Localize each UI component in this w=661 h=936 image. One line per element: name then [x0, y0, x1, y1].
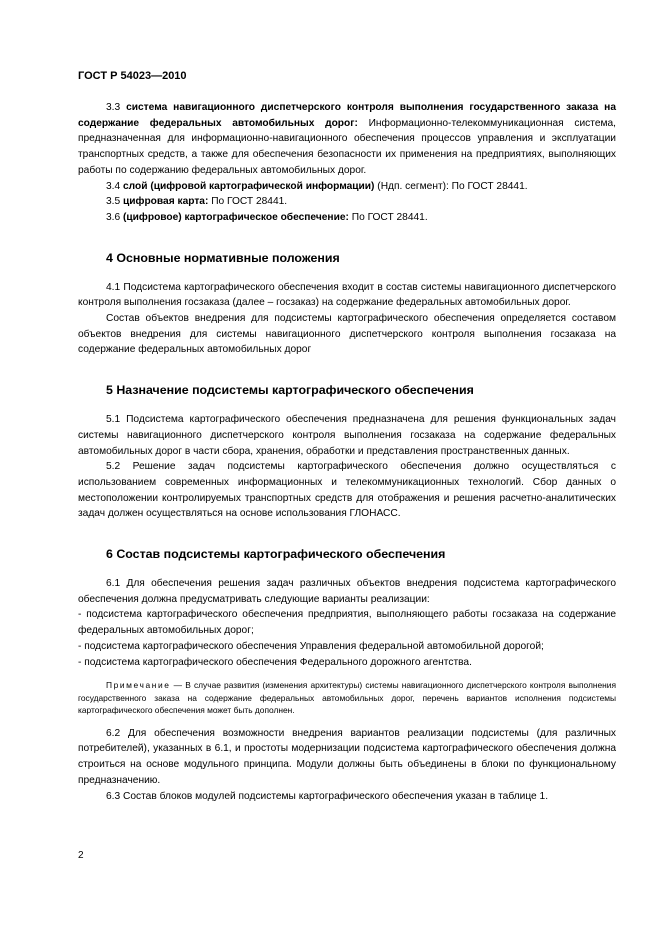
definition-3-6 — [78, 210, 616, 226]
definition-text: (Ндп. сегмент): По ГОСТ 28441. — [377, 180, 528, 192]
definition-number: 3.5 — [106, 196, 121, 208]
page-content — [78, 100, 616, 804]
section-6-heading: 6 Состав подсистемы картографического обеспечения — [106, 547, 446, 562]
list-item: - подсистема картографического обеспечения предприятия, выполняющего работы госзаказа на содержание федеральных автомобильных дорог; — [78, 609, 616, 637]
paragraph-4-1: 4.1 Подсистема картографического обеспечения входит в состав системы навигационного диспетчерского контроля выполнения госзаказа (далее – госзаказ) на содержание федеральных автомобильных дорог. — [78, 281, 616, 309]
definition-text: Информационно-телекоммуникационная система, предназначенная для информационно-навигационного обеспечения процессов управления и эксплуатации транспортных средств, а также для обеспечения безопасности их применения на предприятиях, выполняющих работы по содержанию федеральных автомобильных дорог. — [78, 117, 616, 176]
definition-number: 3.4 — [106, 180, 121, 192]
section-5-heading: 5 Назначение подсистемы картографического обеспечения — [106, 383, 474, 398]
definition-term: (цифровое) картографическое обеспечение: — [123, 211, 349, 223]
definition-term: слой (цифровой картографической информации) — [123, 180, 375, 192]
note — [78, 679, 616, 717]
paragraph-6-1: 6.1 Для обеспечения решения задач различных объектов внедрения подсистема картографического обеспечения должна предусматривать следующие варианты реализации: — [78, 578, 616, 605]
note-text: — В случае развития (изменения архитектуры) системы навигационного диспетчерского контроля выполнения государственного заказа на содержание федеральных автомобильных дорог, перечень вариантов исполнения подсистемы картографического обеспечения может быть дополнен. — [78, 680, 617, 716]
definition-term: цифровая карта: — [123, 196, 209, 208]
page-number: 2 — [78, 850, 84, 861]
paragraph-6-2: 6.2 Для обеспечения возможности внедрения вариантов реализации подсистемы (для различных потребителей), указанных в 6.1, и простоты модернизации подсистема картографического обеспечения должна строиться на основе модульного принципа. Модули должны быть объединены в блоки по функциональному предназначению. — [78, 727, 616, 786]
definition-3-5 — [78, 194, 616, 210]
definition-text: По ГОСТ 28441. — [211, 196, 288, 208]
list-item: - подсистема картографического обеспечения Федерального дорожного агентства. — [78, 656, 472, 668]
paragraph-4-1-cont: Состав объектов внедрения для подсистемы картографического обеспечения определяется составом объектов внедрения для системы навигационного диспетчерского контроля выполнения госзаказа на содержание федеральных автомобильных дорог — [78, 313, 616, 356]
list-item: - подсистема картографического обеспечения Управления федеральной автомобильной дорогой; — [78, 640, 544, 652]
paragraph-5-2: 5.2 Решение задач подсистемы картографического обеспечения должно осуществляться с использованием современных информационных и телекоммуникационных технологий. Сбор данных о местоположении контролируемых транспортных средств для отображения и решения расчетно-аналитических задач должен осуществляться на основе использования ГЛОНАСС. — [78, 461, 616, 520]
definition-number: 3.3 — [106, 102, 121, 113]
definition-term: система навигационного диспетчерского контроля выполнения государственного заказа на содержание федеральных автомобильных дорог: — [78, 102, 616, 129]
section-4-heading: 4 Основные нормативные положения — [106, 250, 340, 265]
definition-3-4 — [78, 179, 616, 195]
definition-3-3 — [78, 100, 616, 179]
note-label: Примечание — [106, 680, 171, 691]
document-code-header: ГОСТ Р 54023—2010 — [78, 70, 187, 82]
definition-text: По ГОСТ 28441. — [351, 211, 428, 223]
definition-number: 3.6 — [106, 211, 121, 223]
paragraph-6-3: 6.3 Состав блоков модулей подсистемы картографического обеспечения указан в таблице 1. — [106, 790, 549, 802]
paragraph-5-1: 5.1 Подсистема картографического обеспечения предназначена для решения функциональных задач системы навигационного диспетчерского контроля выполнения госзаказа на содержание федеральных автомобильных дорог в части сбора, хранения, обработки и представления пространственных данных. — [78, 414, 616, 457]
